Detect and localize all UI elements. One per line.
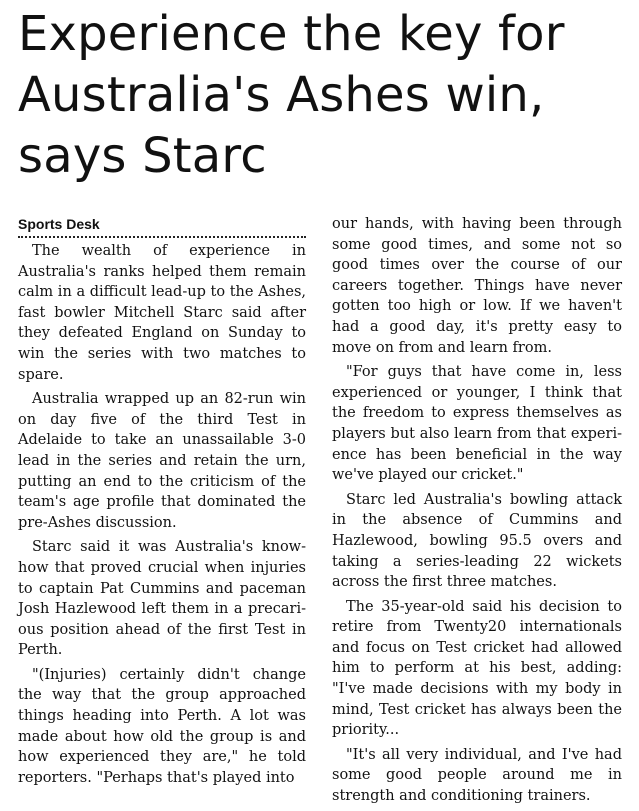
paragraph-continued: our hands, with having been through some good times, and some not so good times over the course of our careers together. Things have never gotten too high or low. If we haven't had a good day, it's pretty easy to move on from and learn from. — [332, 216, 622, 356]
article-column-right — [332, 214, 622, 811]
paragraph: Starc led Australia's bowling attack in the absence of Cummins and Hazlewood, bowling 95.5 overs and taking a series-leading 22 wickets across the first three matches. — [332, 491, 622, 591]
paragraph: "For guys that have come in, less experienced or younger, I think that the freedom to express themselves as players but also learn from that experience has been beneficial in the way we've played our cricket." — [332, 364, 622, 484]
paragraph: The 35-year-old said his decision to retire from Twenty20 internationals and focus on Test cricket had allowed him to perform at his best, adding: "I've made decisions with my body in mind, Test cricket has always been the priority... — [332, 598, 622, 739]
article-column-left — [18, 215, 306, 792]
byline: Sports Desk — [18, 215, 306, 238]
headline-line-1: Experience the key for — [18, 6, 565, 62]
paragraph: "(Injuries) certainly didn't change the way that the group approached things heading into Perth. A lot was made about how old the group is and how experienced they are," he told reporters. "Perhaps that's played into — [18, 666, 306, 786]
headline — [18, 4, 633, 187]
headline-line-2: Australia's Ashes win, — [18, 67, 545, 123]
paragraph: Starc said it was Australia's know-how that proved crucial when injuries to captain Pat Cummins and paceman Josh Hazlewood left them in a precarious position ahead of the first Test in Perth. — [18, 539, 306, 659]
paragraph: Australia wrapped up an 82-run win on day five of the third Test in Adelaide to take an unassailable 3-0 lead in the series and retain the urn, putting an end to the criticism of the team's age profile that dominated the pre-Ashes discussion. — [18, 391, 306, 531]
headline-line-3: says Starc — [18, 128, 267, 184]
paragraph: "It's all very individual, and I've had some good people around me in strength and conditioning trainers. — [332, 746, 622, 805]
paragraph: The wealth of experience in Australia's ranks helped them remain calm in a difficult lead-up to the Ashes, fast bowler Mitchell Starc said after they defeated England on Sunday to win the series with two matches to spare. — [18, 243, 306, 383]
